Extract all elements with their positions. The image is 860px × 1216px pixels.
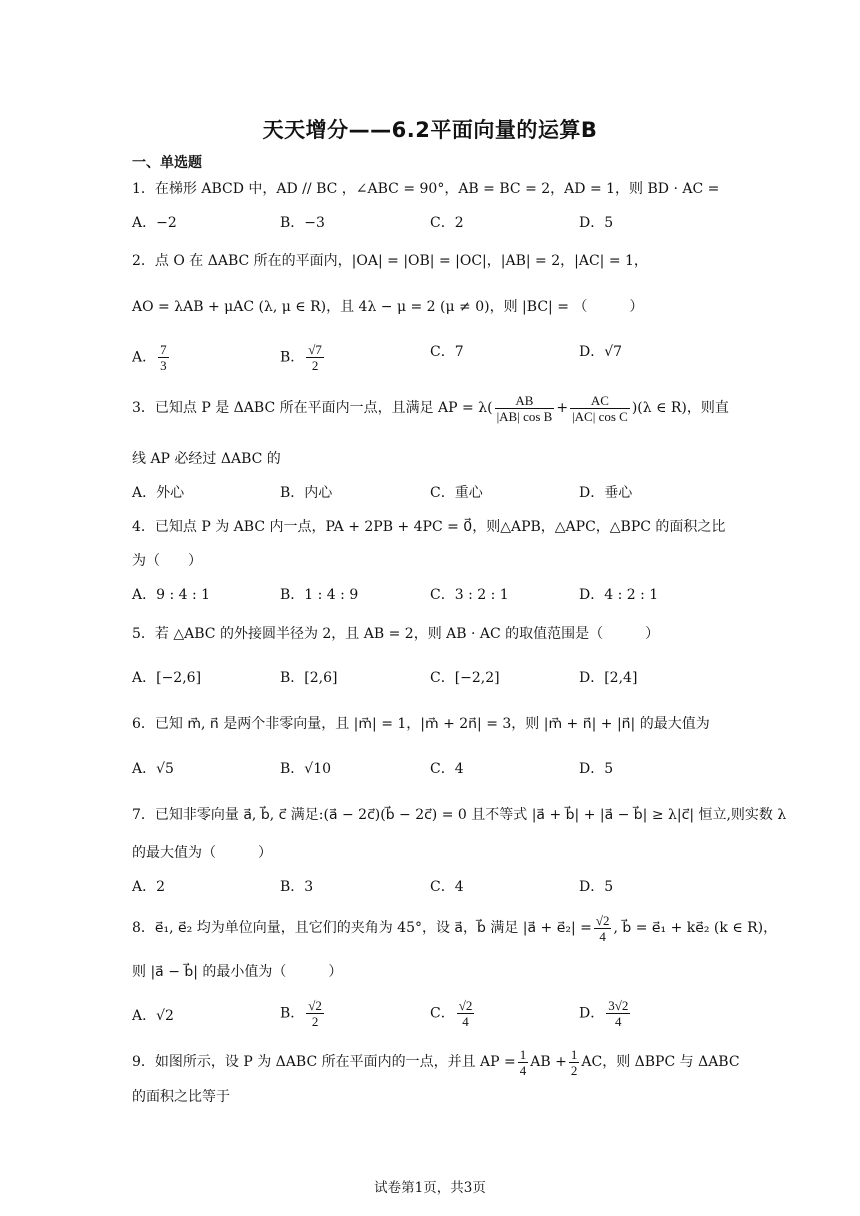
q1-option-b: B．−3 <box>280 215 325 231</box>
q5-option-b: B．[2,6] <box>280 670 338 686</box>
q2-option-c: C．7 <box>430 344 464 360</box>
q8-option-c-fraction: $\frac{√2}{4}$ <box>458 998 473 1029</box>
question-7-line-2: 的最大值为（ ） <box>132 845 272 861</box>
page-title: 天天增分——6.2平面向量的运算B <box>262 118 598 142</box>
q8-option-d-fraction: $\frac{3√2}{4}$ <box>608 998 629 1029</box>
question-4-options <box>132 585 752 611</box>
q6-option-d: D．5 <box>579 761 614 777</box>
question-2-line-1: 2．点 O 在 ΔABC 所在的平面内，|OA| = |OB| = |OC|，|AB| = 2，|AC| = 1， <box>132 253 648 269</box>
q1-option-c: C．2 <box>430 215 464 231</box>
q7-option-d: D．5 <box>579 879 614 895</box>
q3-option-d: D．垂心 <box>579 485 633 501</box>
q1-option-a: A．−2 <box>132 215 177 231</box>
q4-option-a: A．9 : 4 : 1 <box>132 587 211 603</box>
section-heading: 一、单选题 <box>132 155 202 171</box>
q8-option-b-fraction: $\frac{√2}{2}$ <box>308 998 322 1029</box>
question-9-line-1: 9．如图所示，设 P 为 ΔABC 所在平面内的一点，并且 AP = $\frac{1}{4}$ AB + $\frac{1}{2}$ AC，则 ΔBPC 与 ΔABC <box>132 1046 740 1078</box>
question-2-options <box>132 334 752 374</box>
q3-option-b: B．内心 <box>280 485 333 501</box>
q3-option-c: C．重心 <box>430 485 483 501</box>
q5-option-a: A．[−2,6] <box>132 670 202 686</box>
q2-option-b: B． $\frac{√7}{2}$ <box>280 342 322 373</box>
q4-option-c: C．3 : 2 : 1 <box>430 587 509 603</box>
question-5-options <box>132 668 752 694</box>
q2-option-d: D．√7 <box>579 344 623 360</box>
question-1-options <box>132 213 752 239</box>
q7-option-a: A．2 <box>132 879 166 895</box>
question-8-line-1: 8．e⃗₁, e⃗₂ 均为单位向量，且它们的夹角为 45°，设 a⃗，b⃗ 满足 |a⃗ + e⃗₂| = $\frac{√2}{4}$ , b⃗ = e⃗₁ + ke⃗₂ (k ∈ R)， <box>132 912 778 944</box>
question-7-line-1: 7．已知非零向量 a⃗, b⃗, c⃗ 满足:(a⃗ − 2c⃗)(b⃗ − 2c⃗) = 0 且不等式 |a⃗ + b⃗| + |a⃗ − b⃗| ≥ λ|c⃗| 恒立,则实数 λ <box>132 807 787 823</box>
q5-option-d: D．[2,4] <box>579 670 638 686</box>
question-8-options <box>132 998 752 1038</box>
question-3-options <box>132 483 752 509</box>
question-7-options <box>132 877 752 903</box>
question-5-text: 5．若 △ABC 的外接圆半径为 2，且 AB = 2，则 AB · AC 的取值范围是（ ） <box>132 626 660 642</box>
q9-fraction-1: $\frac{1}{4}$ <box>519 1046 527 1078</box>
q7-option-c: C．4 <box>430 879 464 895</box>
q8-option-a: A．√2 <box>132 1008 174 1024</box>
q1-option-d: D．5 <box>579 215 614 231</box>
q9-fraction-2: $\frac{1}{2}$ <box>570 1046 578 1078</box>
question-8-line-2: 则 |a⃗ − b⃗| 的最小值为（ ） <box>132 964 343 980</box>
q8-option-d: D． $\frac{3√2}{4}$ <box>579 998 629 1029</box>
q6-option-c: C．4 <box>430 761 464 777</box>
question-3-line-2: 线 AP 必经过 ΔABC 的 <box>132 451 281 467</box>
q3-fraction-ac: $\frac{AC}{\text{|AC| cos C}}$ <box>572 392 628 424</box>
question-9-line-2: 的面积之比等于 <box>132 1089 230 1105</box>
q2-option-b-fraction: $\frac{√7}{2}$ <box>308 342 322 373</box>
q2-option-a: A． $\frac{7}{3}$ <box>132 342 167 373</box>
q8-option-c: C． $\frac{√2}{4}$ <box>430 998 473 1029</box>
question-6-options <box>132 759 752 785</box>
question-2-line-2: AO = λAB + μAC (λ, μ ∈ R)，且 4λ − μ = 2 (μ ≠ 0)，则 |BC| = （ ） <box>132 299 644 315</box>
q4-option-b: B．1 : 4 : 9 <box>280 587 359 603</box>
question-1-text: 1．在梯形 ABCD 中，AD // BC ，∠ABC = 90°，AB = BC = 2，AD = 1，则 BD · AC = <box>132 181 720 197</box>
question-4-line-1: 4．已知点 P 为 ABC 内一点，PA + 2PB + 4PC = 0⃗，则△APB，△APC，△BPC 的面积之比 <box>132 519 726 535</box>
q2-option-a-fraction: $\frac{7}{3}$ <box>160 342 167 373</box>
question-3-line-1: 3．已知点 P 是 ΔABC 所在平面内一点，且满足 AP = λ( $\frac{AB}{\text{|AB| cos B}}$ + $\frac{AC}{\text{|AC| cos C}}$ )(λ ∈ R)，则直 <box>132 392 729 424</box>
q5-option-c: C．[−2,2] <box>430 670 500 686</box>
q3-option-a: A．外心 <box>132 485 185 501</box>
q6-option-b: B．√10 <box>280 761 332 777</box>
question-4-line-2: 为（ ） <box>132 553 202 569</box>
q7-option-b: B．3 <box>280 879 314 895</box>
question-6-text: 6．已知 m⃗, n⃗ 是两个非零向量，且 |m⃗| = 1，|m⃗ + 2n⃗| = 3，则 |m⃗ + n⃗| + |n⃗| 的最大值为 <box>132 716 710 732</box>
q4-option-d: D．4 : 2 : 1 <box>579 587 659 603</box>
page-footer: 试卷第1页，共3页 <box>374 1180 486 1196</box>
q6-option-a: A．√5 <box>132 761 174 777</box>
q8-option-b: B． $\frac{√2}{2}$ <box>280 998 322 1029</box>
q3-fraction-ab: $\frac{AB}{\text{|AB| cos B}}$ <box>496 392 553 424</box>
q8-fraction: $\frac{√2}{4}$ <box>595 912 610 944</box>
